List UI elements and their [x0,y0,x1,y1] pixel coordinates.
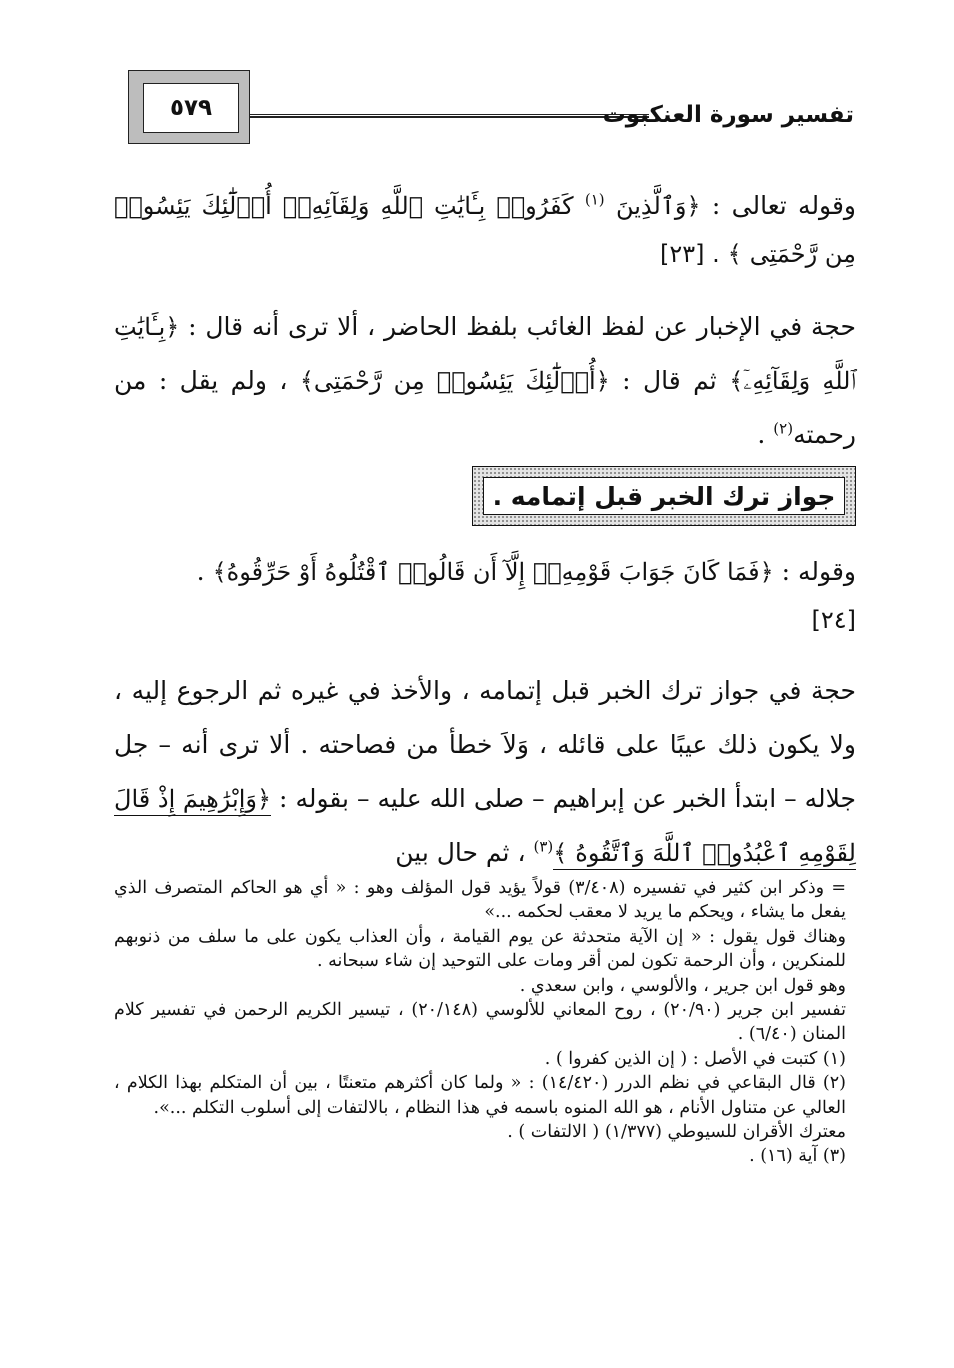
ornate-bracket-close: ﴾ [729,367,744,395]
verse-number: . [٢٣] [659,240,720,268]
quran-quote: بِـَٔايَٰتِ ٱللَّهِ وَلِقَآئِهِۦٓ [114,313,856,395]
footnote-3: (٣) آية (١٦) . [749,1146,846,1167]
ornate-bracket-close: ﴾ [727,240,742,268]
footnotes [114,876,846,1169]
ornate-bracket-open: ﴿ [759,558,774,586]
section-heading: جواز ترك الخبر قبل إتمامه . [483,477,845,515]
commentary-text: حجة في جواز ترك الخبر قبل إتمامه ، والأخذ في غيره ثم الرجوع إليه ، ولا يكون ذلك عيبًا على قائله ، وَلاَ خطأ من فصاحته . ألا ترى أنه – جل جلاله – ابتدأ الخبر عن إبراهيم – صلى الله عليه – بقوله : [114,676,857,813]
footnote-continuation: وهناك قول يقول : « إن الآية متحدثة عن يوم القيامة ، وأن العذاب يكون على ما سلف من ذنوبهم للمنكرين ، وأن الرحمة تكون لمن أقر ومات على التوحيد إن شاء سبحانه . [114,926,846,972]
running-title: تفسير سورة العنكبوت [602,102,854,128]
ornate-bracket-open: ﴿ [256,785,272,813]
paragraph-commentary-2 [114,664,856,880]
footnote-ref-1: (١) [584,190,605,209]
verse-lead: وقوله تعالى : [711,191,856,220]
ornate-bracket-close: ﴾ [212,558,227,586]
commentary-text: ثم قال : [622,366,717,395]
commentary-text: حجة في الإخبار عن لفظ الغائب بلفظ الحاضر ، ألا ترى أنه قال : [188,312,856,341]
footnote-ref-3: (٣) [533,837,554,856]
commentary-text: ، ولم يقل : من رحمته [114,366,856,449]
ornate-bracket-open: ﴿ [165,313,180,341]
sentence-end: . [757,420,766,449]
quran-verse: فَمَا كَانَ جَوَابَ قَوْمِهِۦٓ إِلَّآ أَن قَالُوا۟ ٱقْتُلُوهُ أَوْ حَرِّقُوهُ [226,558,760,586]
quran-quote: أُو۟لَٰٓئِكَ يَئِسُوا۟ مِن رَّحْمَتِى [313,367,596,395]
footnote-2: (٢) قال البقاعي في نظم الدرر (١٤/٤٢٠) : « ولما كان أكثرهم متعنتًا ، بين أن المتكلم بهذا الكلام ، العالي عن متناول الأنام ، هو الله المنوه باسمه في هذا النظام ، بالالتفات إلى أسلوب التكلم ...». [114,1073,846,1118]
ornate-bracket-open: ﴿ [595,367,610,395]
ornate-bracket-close: ﴾ [299,367,314,395]
quran-verse: وَإِبْرَٰهِيمَ إِذْ قَالَ لِقَوْمِهِ ٱعْبُدُوا۟ ٱللَّهَ وَٱتَّقُوهُ [114,785,856,867]
page-header [128,70,854,152]
verse-number: [٢٤] [811,606,856,634]
header-rule [250,114,649,118]
quran-verse-part: كَفَرُوا۟ بِـَٔايَٰتِ ٱللَّهِ وَلِقَآئِهِۦٓ أُو۟لَٰٓئِكَ يَئِسُوا۟ مِن رَّحْمَتِى [114,192,856,268]
footnote-1: (١) كتبت في الأصل : ( إن الذين كفروا ) . [544,1048,846,1069]
paragraph-commentary-1 [114,300,856,462]
footnote-continuation: تفسير ابن جرير (٢٠/٩٠) ، روح المعاني للألوسي (٢٠/١٤٨) ، تيسير الكريم الرحمن في تفسير كلام المنان (٦/٤٠) . [114,1000,846,1045]
footnote-continuation: = وذكر ابن كثير في تفسيره (٣/٤٠٨) قولاً يؤيد قول المؤلف وهو : « أي هو الحاكم المتصرف الذي يفعل ما يشاء ، ويحكم ما يريد لا معقب لحكمه ...» [114,878,847,923]
paragraph-verse-24 [114,548,856,644]
quran-verse-part: وَٱلَّذِينَ [615,192,687,220]
section-heading-box [472,466,856,526]
footnote-ref-2: (٢) [773,419,794,438]
page-number-box [128,70,250,144]
footnote-2-source: معترك الأقران للسيوطي (١/٣٧٧) ( الالتفات ) . [507,1122,846,1143]
sentence-end: . [196,557,205,586]
page-number: ٥٧٩ [143,83,239,133]
footnote-continuation: وهو قول ابن جرير ، والألوسي ، وابن سعدي . [519,975,846,996]
paragraph-verse-23 [114,182,856,278]
ornate-bracket-close: ﴾ [553,839,568,867]
commentary-text: ، ثم حال بين [395,838,526,867]
ornate-bracket-open: ﴿ [686,192,701,220]
verse-lead: وقوله : [781,557,856,586]
